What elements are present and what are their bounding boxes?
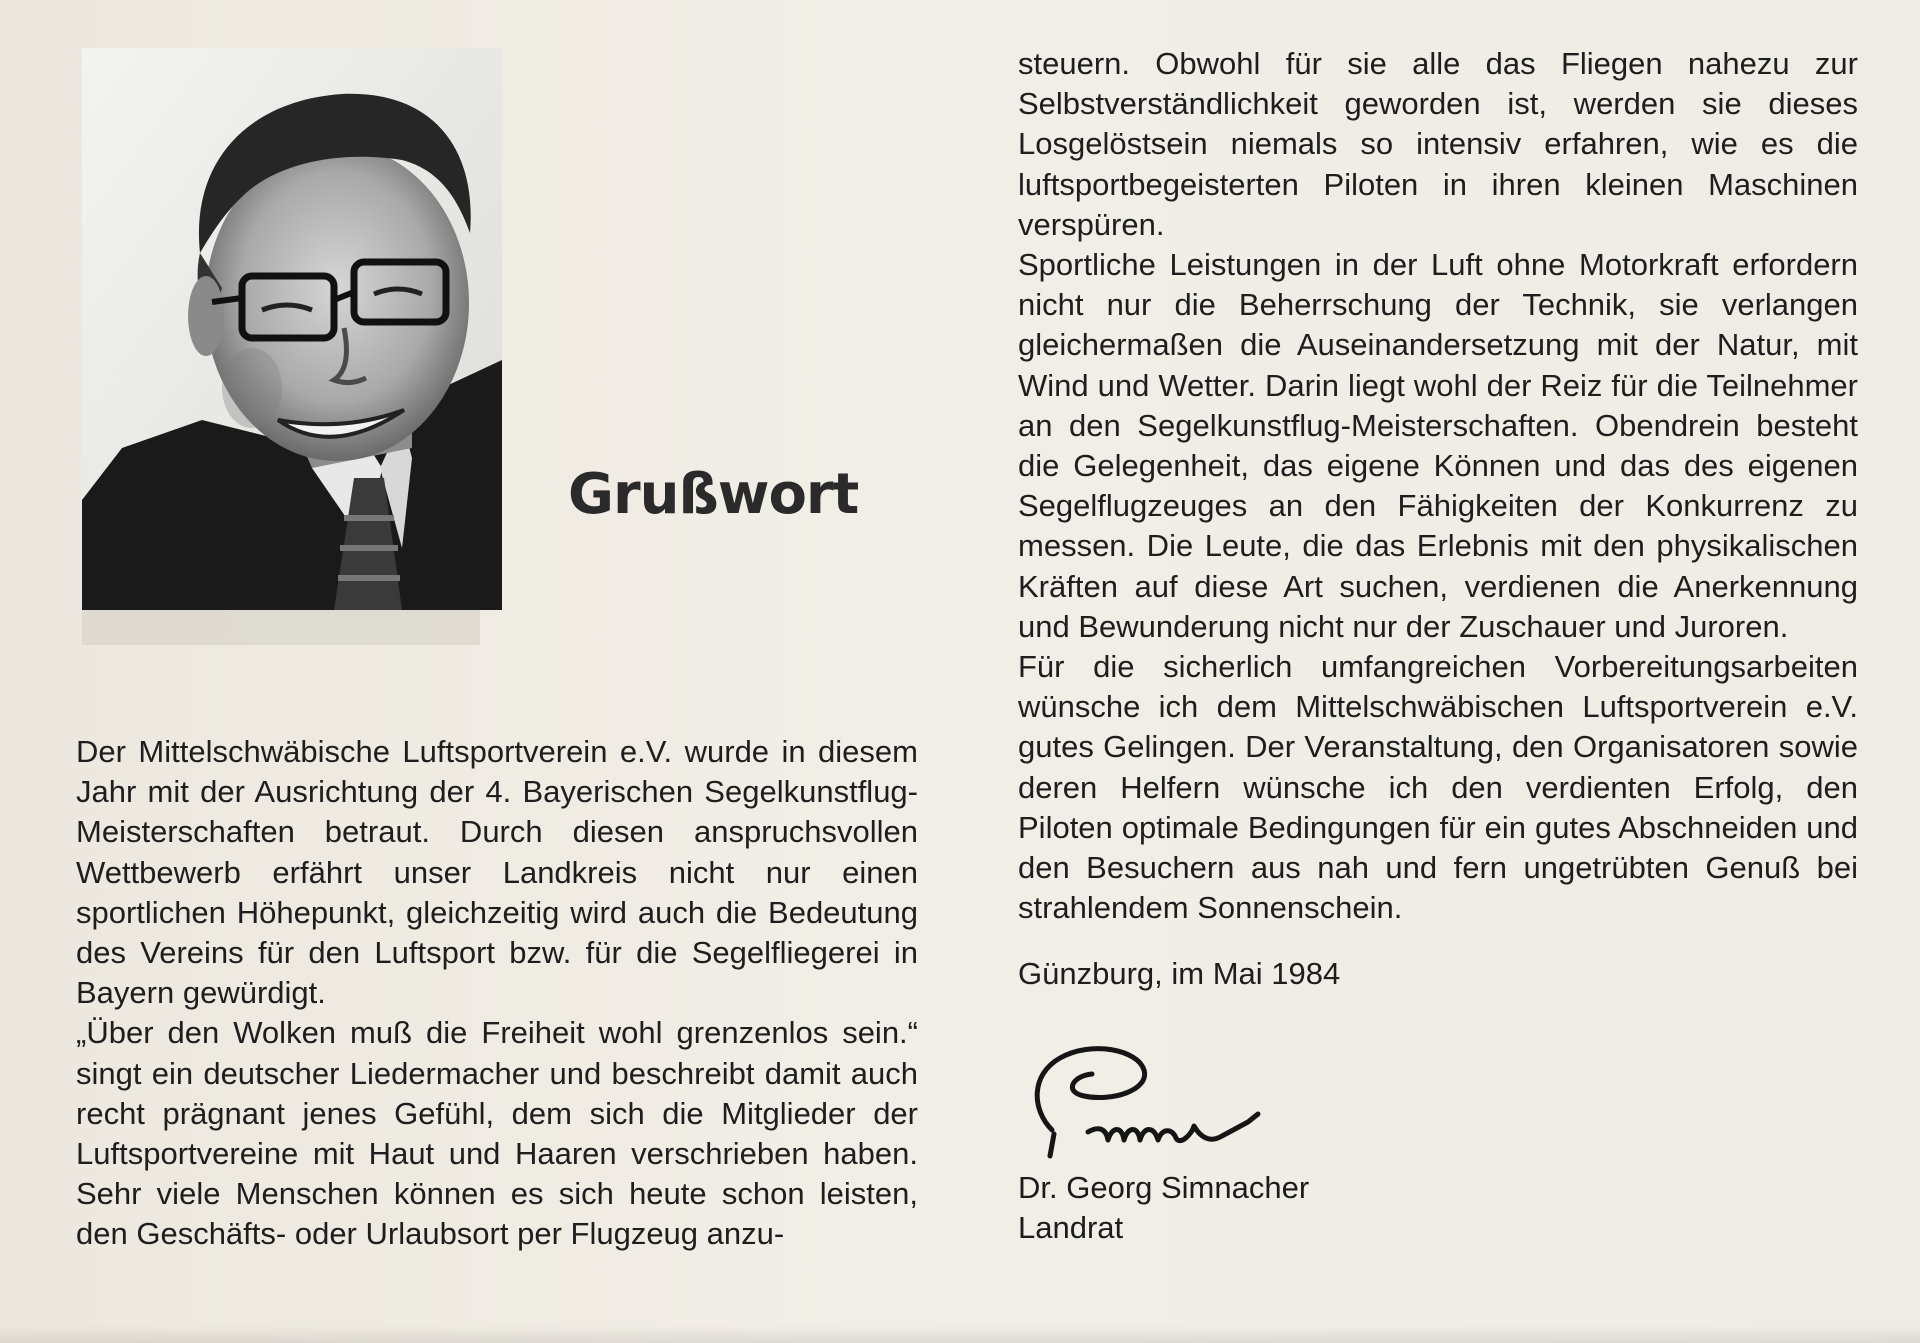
page-title: Grußwort (568, 462, 859, 527)
portrait-photo (82, 48, 502, 610)
body-paragraph: Sportliche Leistungen in der Luft ohne Motorkraft erfordern nicht nur die Beherrschung der Technik, sie verlangen gleichermaßen die Auseinandersetzung mit der Natur, mit Wind und Wetter. Darin liegt wohl der Reiz für die Teilnehmer an den Segelkunstflug-Meisterschaften. Obendrein besteht die Gelegenheit, das eigene Können und das des eigenen Segelflugzeuges an den Fähigkeiten der Konkurrenz zu messen. Die Leute, die das Erlebnis mit den physikalischen Kräften auf diese Art suchen, verdienen die Anerkennung und Bewunderung nicht nur der Zuschauer und Juroren. (1018, 247, 1858, 644)
body-paragraph: steuern. Obwohl für sie alle das Fliegen nahezu zur Selbstverständlichkeit geworden ist, werden sie dieses Losgelöstsein niemals so intensiv erfahren, wie es die luftsportbegeisterten Piloten in ihren kleinen Maschinen verspüren. (1018, 46, 1858, 242)
page-edge-shadow (0, 1325, 1920, 1343)
left-text-column (76, 732, 918, 1255)
signer-name: Dr. Georg Simnacher (1018, 1170, 1310, 1205)
place-date: Günzburg, im Mai 1984 (1018, 956, 1341, 991)
body-paragraph: Für die sicherlich umfangreichen Vorbereitungsarbeiten wünsche ich dem Mittelschwäbischen Luftsportverein e.V. gutes Gelingen. Der Veranstaltung, den Organisatoren sowie deren Helfern wünsche ich den verdienten Erfolg, den Piloten optimale Bedingungen für ein gutes Abschneiden und den Besuchern aus nah und fern ungetrübten Genuß bei strahlendem Sonnenschein. (1018, 649, 1858, 926)
body-paragraph: „Über den Wolken muß die Freiheit wohl grenzenlos sein.“ singt ein deutscher Liedermacher und beschreibt damit auch recht prägnant jenes Gefühl, dem sich die Mitglieder der Luftsportvereine mit Haut und Haaren verschrieben haben. Sehr viele Menschen können es sich heute schon leisten, den Geschäfts- oder Urlaubsort per Flugzeug anzu- (76, 1015, 918, 1252)
signature-image (1012, 1030, 1302, 1170)
body-paragraph: Der Mittelschwäbische Luftsportverein e.V. wurde in diesem Jahr mit der Ausrichtung der 4. Bayerischen Segelkunstflug-Meisterschaften betraut. Durch diesen anspruchsvollen Wettbewerb erfährt unser Landkreis nicht nur einen sportlichen Höhepunkt, gleichzeitig wird auch die Bedeutung des Vereins für den Luftsport bzw. für die Segelfliegerei in Bayern gewürdigt. (76, 734, 918, 1011)
right-text-column (1018, 44, 1858, 928)
signer-title: Landrat (1018, 1210, 1124, 1245)
